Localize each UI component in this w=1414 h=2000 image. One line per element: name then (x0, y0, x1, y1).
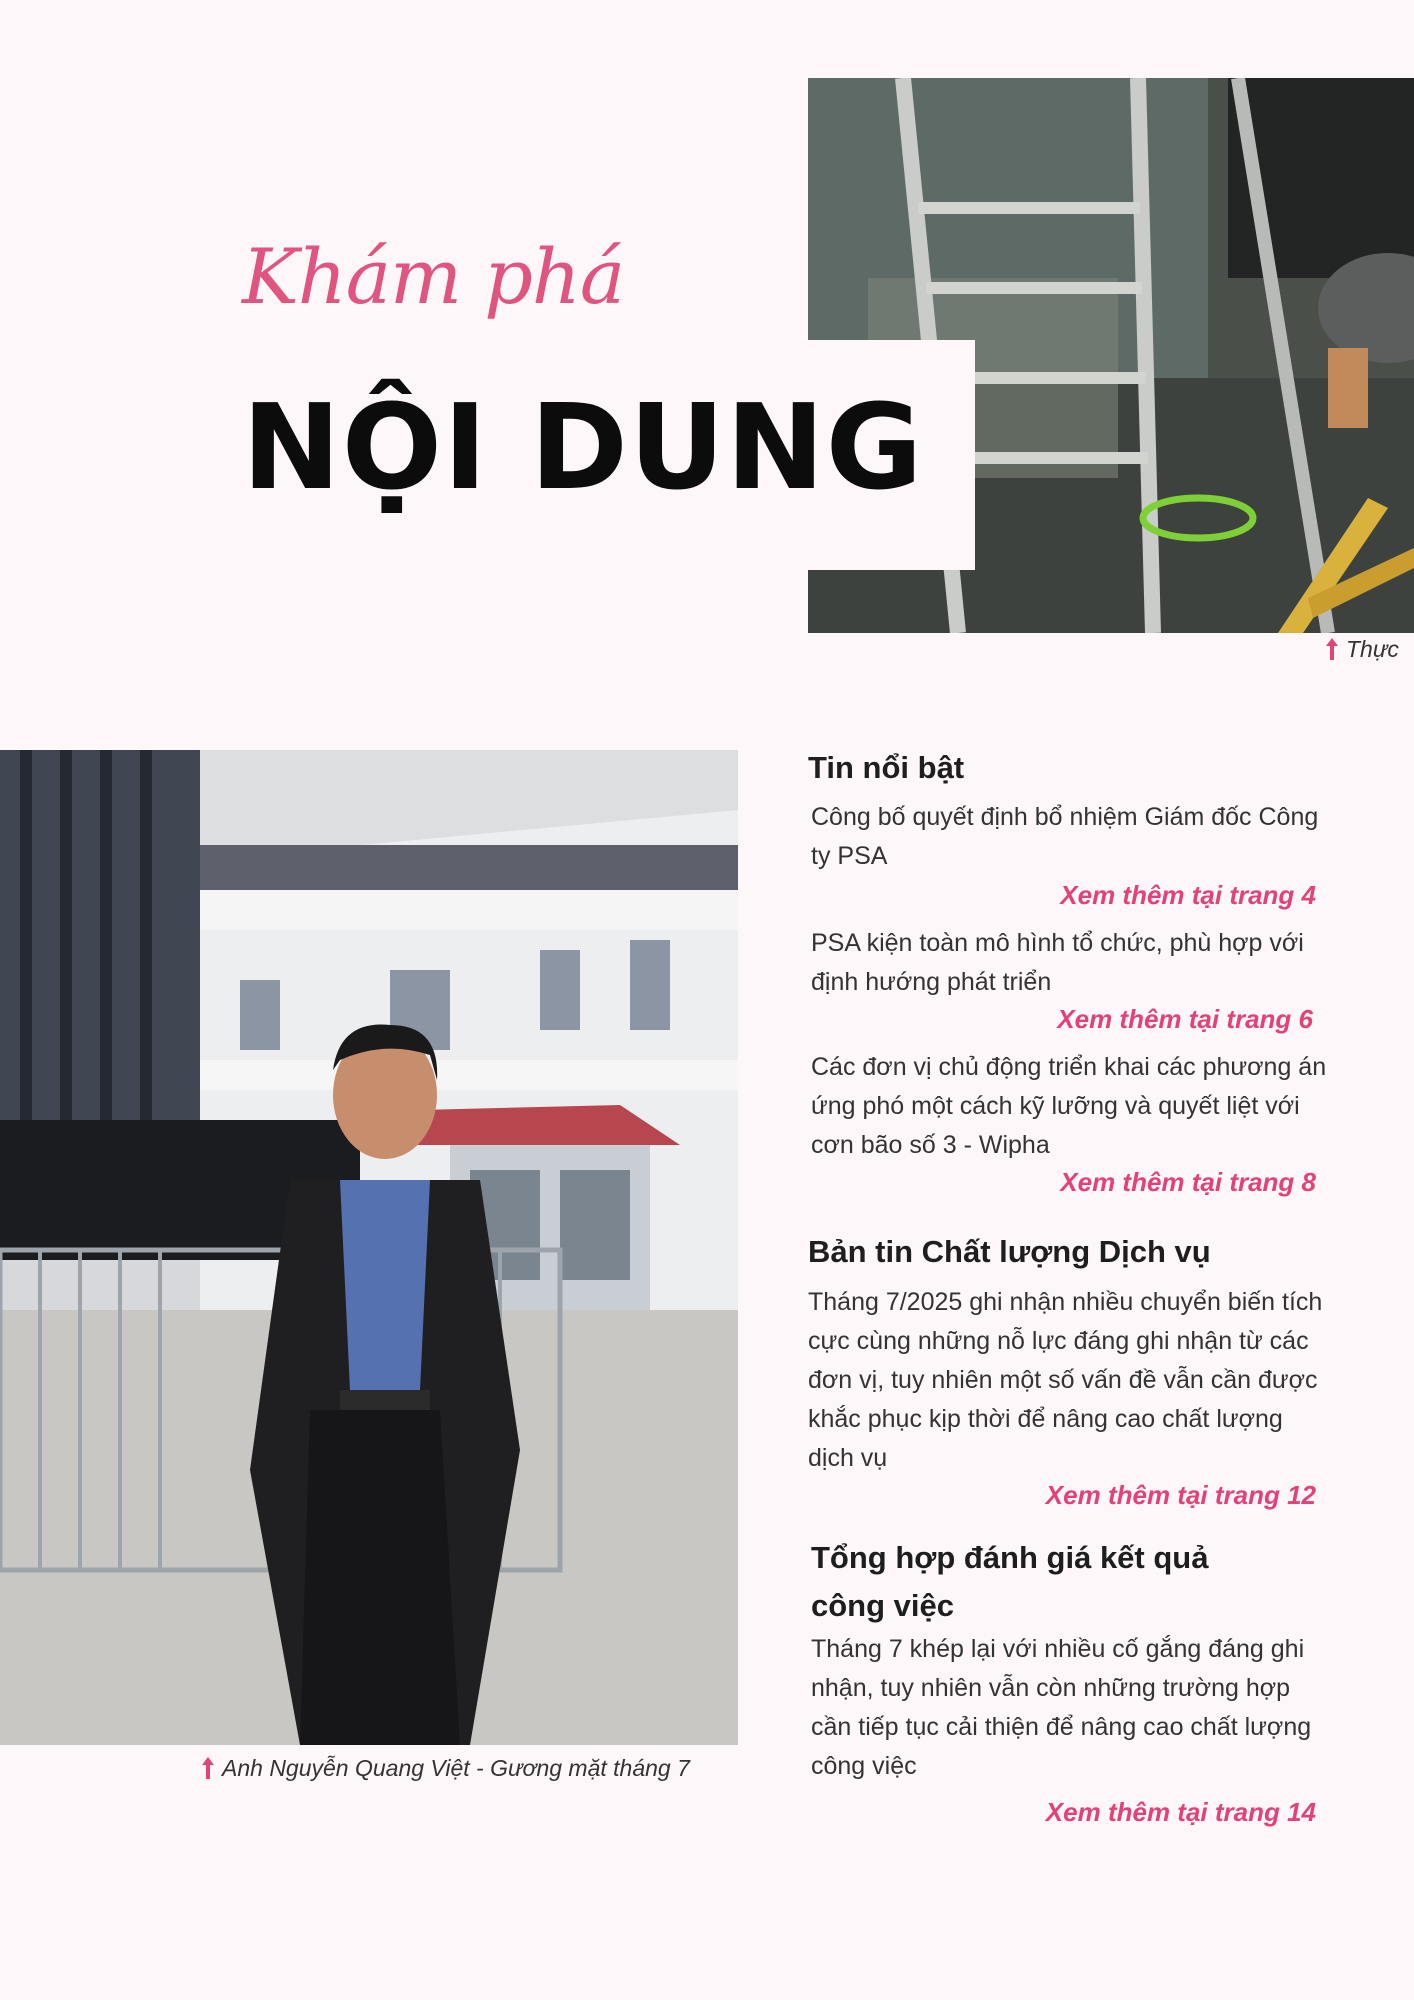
top-photo-caption-text: Thực (1346, 636, 1399, 662)
highlight-item-2-text: PSA kiện toàn mô hình tổ chức, phù hợp với định hướng phát triển (811, 929, 1304, 996)
quality-more-link[interactable]: Xem thêm tại trang 12 (1045, 1480, 1316, 1510)
highlight-item-2-more-link[interactable]: Xem thêm tại trang 6 (1057, 1004, 1313, 1034)
page-title: NỘI DUNG (242, 378, 924, 516)
person-photo-caption (202, 1755, 690, 1782)
quality-text: Tháng 7/2025 ghi nhận nhiều chuyển biến tích cực cùng những nỗ lực đáng ghi nhận từ các đơn vị, tuy nhiên một số vấn đề vẫn cần được khắc phục kịp thời để nâng cao chất lượng dịch vụ (808, 1288, 1323, 1472)
summary-more-link[interactable]: Xem thêm tại trang 14 (1045, 1797, 1316, 1827)
summary-text: Tháng 7 khép lại với nhiều cố gắng đáng ghi nhận, tuy nhiên vẫn còn những trường hợp cần tiếp tục cải thiện để nâng cao chất lượng công việc (811, 1635, 1312, 1780)
section-heading-summary: Tổng hợp đánh giá kết quả công việc (811, 1540, 1209, 1623)
arrow-up-icon (202, 1757, 214, 1779)
top-photo-caption (1326, 636, 1399, 663)
highlight-item-3-more-link[interactable]: Xem thêm tại trang 8 (1060, 1167, 1316, 1197)
highlight-item-1-more-link[interactable]: Xem thêm tại trang 4 (1060, 880, 1316, 910)
arrow-up-icon (1326, 638, 1338, 660)
person-photo (0, 750, 738, 1745)
person-photo-caption-text: Anh Nguyễn Quang Việt - Gương mặt tháng 7 (222, 1755, 690, 1781)
highlight-item-1-text: Công bố quyết định bổ nhiệm Giám đốc Công ty PSA (811, 803, 1319, 870)
section-heading-highlight: Tin nổi bật (808, 750, 965, 785)
highlight-item-3-text: Các đơn vị chủ động triển khai các phương án ứng phó một cách kỹ lưỡng và quyết liệt với cơn bão số 3 - Wipha (811, 1053, 1327, 1159)
section-heading-quality: Bản tin Chất lượng Dịch vụ (808, 1234, 1211, 1269)
script-title: Khám phá (242, 232, 625, 321)
